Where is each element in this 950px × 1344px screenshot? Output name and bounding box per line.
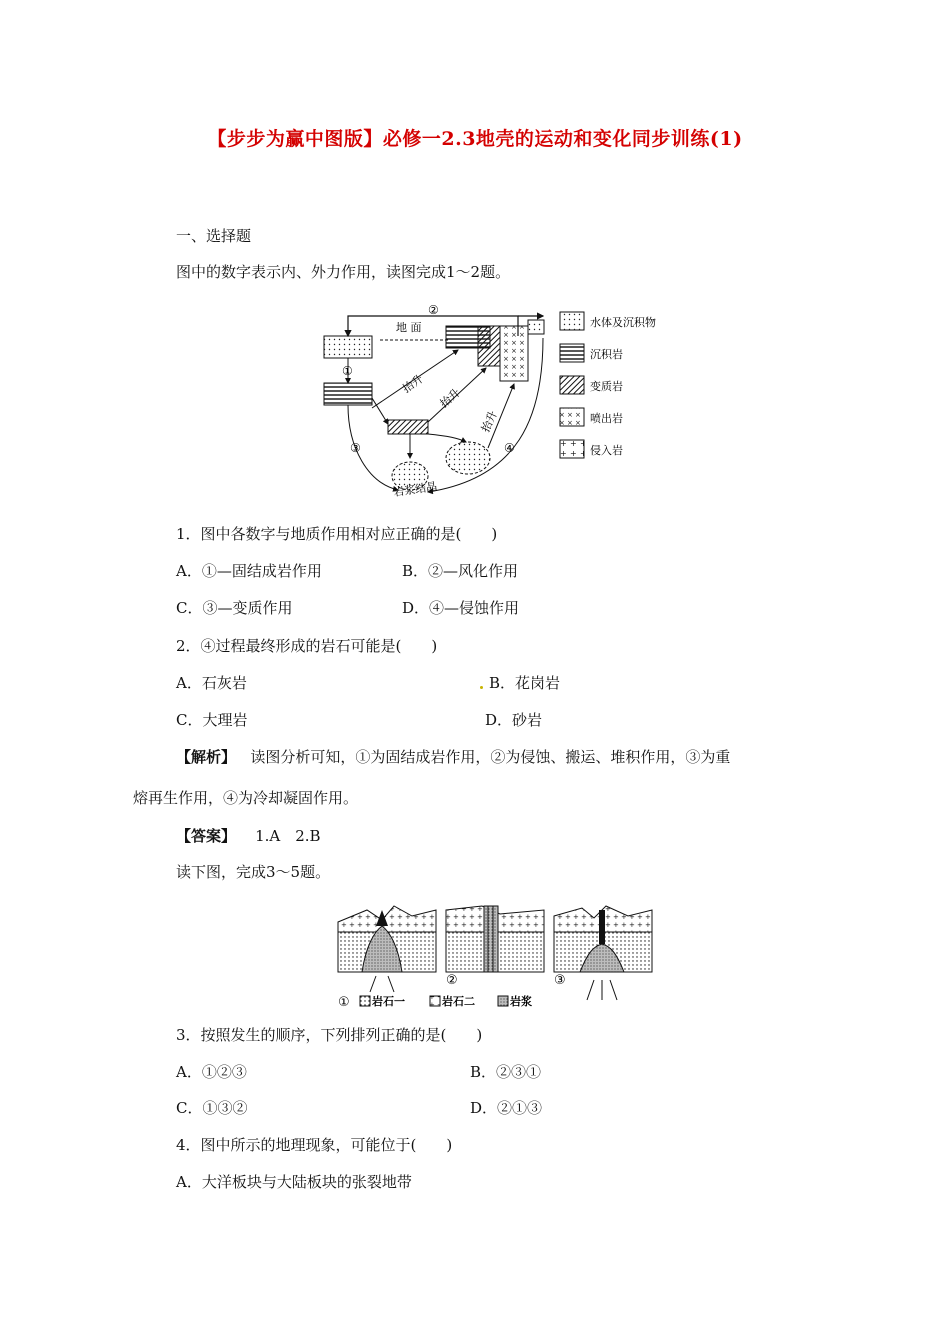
legend-extrusive bbox=[560, 408, 623, 426]
uplift-2: 抬升 bbox=[437, 386, 463, 411]
analysis-paragraph bbox=[176, 747, 730, 767]
legend-water-sediment bbox=[560, 312, 656, 330]
legend-metamorphic bbox=[560, 376, 623, 394]
fig2-num-1: ① bbox=[338, 995, 350, 1010]
q3-option-c: C．①③② bbox=[176, 1099, 248, 1117]
answer-paragraph bbox=[176, 826, 321, 846]
panel-3 bbox=[554, 906, 652, 1000]
page-title: 【步步为赢中图版】必修一2.3地壳的运动和变化同步训练(1) bbox=[207, 128, 743, 150]
fig2-legend-rock2 bbox=[430, 994, 475, 1008]
analysis-line-2: 熔再生作用，④为冷却凝固作用。 bbox=[133, 789, 359, 807]
stray-mark bbox=[480, 686, 483, 689]
svg-text:沉积岩: 沉积岩 bbox=[590, 348, 623, 361]
analysis-tag: 【解析】 bbox=[176, 748, 237, 766]
volcano-sequence-figure bbox=[332, 896, 662, 1016]
question-3: 3．按照发生的顺序，下列排列正确的是( ) bbox=[176, 1026, 483, 1044]
answer-text: 1.A 2.B bbox=[255, 827, 321, 845]
q1-option-c: C．③—变质作用 bbox=[176, 599, 293, 617]
intro-text-2: 读下图，完成3～5题。 bbox=[176, 863, 331, 881]
q3-option-a: A．①②③ bbox=[176, 1063, 247, 1081]
legend-sedimentary bbox=[560, 344, 623, 362]
fig2-legend-rock1 bbox=[360, 994, 405, 1008]
fig2-num-3: ③ bbox=[554, 973, 566, 988]
magma-label: 岩浆结晶 bbox=[392, 479, 438, 499]
panel-2 bbox=[446, 906, 544, 972]
fig2-legend-magma bbox=[498, 994, 532, 1008]
label-4: ④ bbox=[504, 441, 515, 455]
uplift-1: 抬升 bbox=[400, 372, 426, 396]
legend-intrusive bbox=[560, 440, 623, 458]
question-4: 4．图中所示的地理现象，可能位于( ) bbox=[176, 1136, 453, 1154]
svg-text:岩石一: 岩石一 bbox=[372, 995, 405, 1008]
q2-option-a: A．石灰岩 bbox=[176, 674, 247, 692]
label-1: ① bbox=[342, 364, 353, 378]
q2-option-b: B．花岗岩 bbox=[489, 674, 561, 692]
q1-option-a: A．①—固结成岩作用 bbox=[176, 562, 322, 580]
svg-text:岩浆: 岩浆 bbox=[510, 995, 532, 1008]
panel-1 bbox=[338, 902, 436, 982]
fig2-num-2: ② bbox=[446, 973, 458, 988]
q2-option-d: D．砂岩 bbox=[485, 711, 543, 729]
question-2: 2．④过程最终形成的岩石可能是( ) bbox=[176, 637, 438, 655]
q4-option-a: A．大洋板块与大陆板块的张裂地带 bbox=[176, 1173, 412, 1191]
q3-option-b: B．②③① bbox=[470, 1063, 542, 1081]
svg-text:岩石二: 岩石二 bbox=[442, 995, 475, 1008]
svg-text:水体及沉积物: 水体及沉积物 bbox=[590, 316, 656, 329]
q1-option-b: B．②—风化作用 bbox=[402, 562, 519, 580]
intro-text-1: 图中的数字表示内、外力作用，读图完成1～2题。 bbox=[176, 263, 511, 281]
uplift-3: 抬升 bbox=[478, 408, 501, 435]
ground-label: 地 面 bbox=[396, 321, 422, 334]
svg-text:侵入岩: 侵入岩 bbox=[590, 444, 623, 457]
svg-text:变质岩: 变质岩 bbox=[590, 380, 623, 393]
q3-option-d: D．②①③ bbox=[470, 1099, 543, 1117]
analysis-line-1: 读图分析可知，①为固结成岩作用，②为侵蚀、搬运、堆积作用，③为重 bbox=[250, 748, 731, 766]
question-1: 1．图中各数字与地质作用相对应正确的是( ) bbox=[176, 525, 498, 543]
rock-cycle-figure bbox=[318, 298, 698, 502]
svg-text:喷出岩: 喷出岩 bbox=[590, 412, 623, 425]
label-3: ③ bbox=[350, 441, 361, 455]
q1-option-d: D．④—侵蚀作用 bbox=[402, 599, 520, 617]
q2-option-c: C．大理岩 bbox=[176, 711, 248, 729]
answer-tag: 【答案】 bbox=[176, 827, 237, 845]
label-2: ② bbox=[428, 303, 439, 317]
section-heading: 一、选择题 bbox=[176, 227, 252, 245]
